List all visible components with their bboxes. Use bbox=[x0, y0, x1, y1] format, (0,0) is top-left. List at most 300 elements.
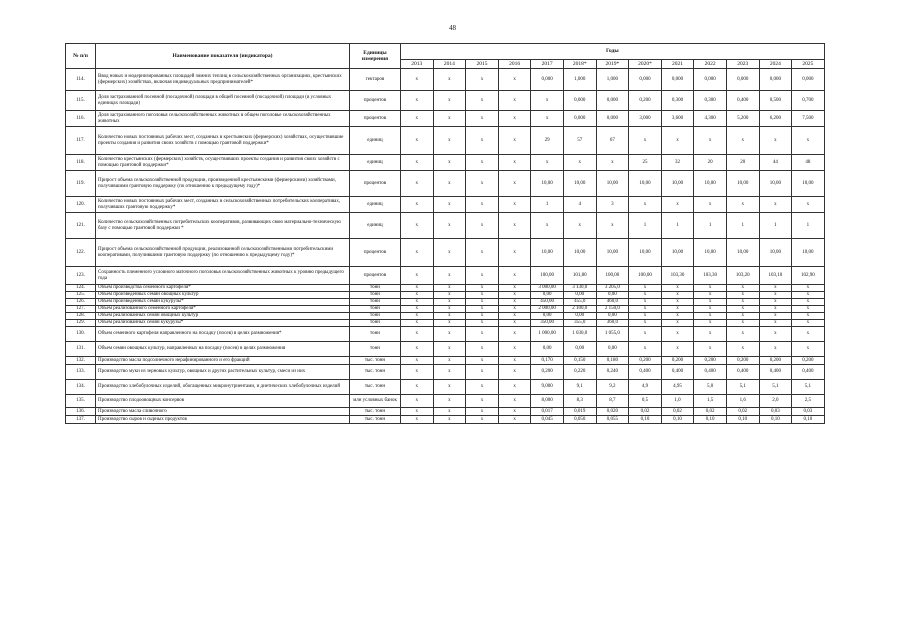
header-year: 2025 bbox=[792, 60, 825, 69]
year-value-cell: х bbox=[726, 342, 759, 357]
unit-of-measure: тонн bbox=[350, 306, 401, 313]
year-value-cell: 1 bbox=[661, 213, 694, 239]
year-value-cell: 0,00 bbox=[531, 292, 564, 299]
row-number: 136. bbox=[66, 408, 96, 416]
year-value-cell: 360,0 bbox=[596, 320, 629, 327]
year-value-cell: х bbox=[694, 299, 727, 306]
year-value-cell: 1 bbox=[531, 197, 564, 213]
year-value-cell: 0,10 bbox=[629, 416, 662, 424]
unit-of-measure: гектаров bbox=[350, 69, 401, 91]
year-value-cell: х bbox=[792, 306, 825, 313]
year-value-cell: 0,045 bbox=[531, 416, 564, 424]
row-number: 137. bbox=[66, 416, 96, 424]
year-value-cell: х bbox=[466, 320, 499, 327]
page-number: 48 bbox=[449, 24, 456, 32]
year-value-cell: х bbox=[629, 292, 662, 299]
year-value-cell: х bbox=[694, 285, 727, 292]
row-number: 124. bbox=[66, 285, 96, 292]
year-value-cell: 2 150,0 bbox=[596, 306, 629, 313]
year-value-cell: 0,240 bbox=[596, 365, 629, 380]
header-years: Годы bbox=[401, 44, 825, 60]
header-number: № п/п bbox=[66, 44, 96, 69]
year-value-cell: 0,000 bbox=[792, 69, 825, 91]
indicator-name: Объем производства семенного картофеля* bbox=[96, 285, 350, 292]
year-value-cell: 57 bbox=[563, 127, 596, 155]
year-value-cell: 5,1 bbox=[726, 380, 759, 395]
year-value-cell: 0,02 bbox=[629, 408, 662, 416]
row-number: 120. bbox=[66, 197, 96, 213]
year-value-cell: 0,017 bbox=[531, 408, 564, 416]
unit-of-measure: процентов bbox=[350, 239, 401, 267]
year-value-cell: х bbox=[694, 197, 727, 213]
year-value-cell: х bbox=[433, 111, 466, 127]
table-row bbox=[66, 327, 825, 342]
year-value-cell: 32 bbox=[661, 155, 694, 171]
year-value-cell: 0,02 bbox=[694, 408, 727, 416]
unit-of-measure: процентов bbox=[350, 267, 401, 285]
year-value-cell: х bbox=[661, 320, 694, 327]
year-value-cell: 0,00 bbox=[531, 342, 564, 357]
year-value-cell: 9,1 bbox=[563, 380, 596, 395]
year-value-cell: х bbox=[433, 395, 466, 408]
year-value-cell: х bbox=[563, 155, 596, 171]
year-value-cell: 4,95 bbox=[661, 380, 694, 395]
year-value-cell: 0,020 bbox=[596, 408, 629, 416]
year-value-cell: 0,000 bbox=[563, 91, 596, 111]
year-value-cell: х bbox=[401, 155, 434, 171]
row-number: 116. bbox=[66, 111, 96, 127]
unit-of-measure: тыс. тонн bbox=[350, 408, 401, 416]
year-value-cell: х bbox=[726, 292, 759, 299]
indicator-name: Объем реализованного семенного картофеля* bbox=[96, 306, 350, 313]
year-value-cell: 2 100,0 bbox=[563, 306, 596, 313]
year-value-cell: 0,500 bbox=[759, 91, 792, 111]
year-value-cell: х bbox=[694, 342, 727, 357]
unit-of-measure: млн условных банок bbox=[350, 395, 401, 408]
indicators-table bbox=[65, 43, 825, 424]
header-year: 2023 bbox=[726, 60, 759, 69]
year-value-cell: 1 055,0 bbox=[596, 327, 629, 342]
year-value-cell: х bbox=[433, 365, 466, 380]
year-value-cell: 3 130,0 bbox=[563, 285, 596, 292]
year-value-cell: 0,5 bbox=[629, 395, 662, 408]
year-value-cell: х bbox=[401, 69, 434, 91]
year-value-cell: 10,00 bbox=[792, 171, 825, 197]
indicator-name: Объем семян овощных культур, направленных на посадку (посев) в целях размножения bbox=[96, 342, 350, 357]
year-value-cell: 103,30 bbox=[661, 267, 694, 285]
row-number: 130. bbox=[66, 327, 96, 342]
year-value-cell: х bbox=[401, 313, 434, 320]
year-value-cell: х bbox=[694, 313, 727, 320]
year-value-cell: 10,00 bbox=[531, 239, 564, 267]
year-value-cell: х bbox=[498, 299, 531, 306]
unit-of-measure: тыс. тонн bbox=[350, 357, 401, 365]
year-value-cell: х bbox=[531, 91, 564, 111]
year-value-cell: 0,400 bbox=[792, 365, 825, 380]
year-value-cell: 3 000,00 bbox=[531, 285, 564, 292]
year-value-cell: х bbox=[498, 267, 531, 285]
row-number: 125. bbox=[66, 292, 96, 299]
year-value-cell: 460,0 bbox=[596, 299, 629, 306]
year-value-cell: х bbox=[661, 327, 694, 342]
year-value-cell: х bbox=[433, 357, 466, 365]
table-row bbox=[66, 91, 825, 111]
year-value-cell: х bbox=[433, 380, 466, 395]
year-value-cell: 5,0 bbox=[694, 380, 727, 395]
row-number: 135. bbox=[66, 395, 96, 408]
year-value-cell: х bbox=[466, 299, 499, 306]
indicator-name: Производство хлебобулочных изделий, обогащенных микронутриентами, и диетических хлебобулочных изделий bbox=[96, 380, 350, 395]
year-value-cell: х bbox=[498, 127, 531, 155]
year-value-cell: х bbox=[726, 285, 759, 292]
year-value-cell: х bbox=[726, 313, 759, 320]
row-number: 114. bbox=[66, 69, 96, 91]
year-value-cell: 0,019 bbox=[563, 408, 596, 416]
unit-of-measure: тонн bbox=[350, 299, 401, 306]
year-value-cell: 10,00 bbox=[531, 171, 564, 197]
year-value-cell: 0,050 bbox=[563, 416, 596, 424]
year-value-cell: 0,03 bbox=[759, 408, 792, 416]
year-value-cell: х bbox=[498, 327, 531, 342]
year-value-cell: х bbox=[401, 342, 434, 357]
year-value-cell: х bbox=[563, 213, 596, 239]
year-value-cell: х bbox=[792, 313, 825, 320]
unit-of-measure: единиц bbox=[350, 197, 401, 213]
table-row bbox=[66, 292, 825, 299]
year-value-cell: х bbox=[466, 91, 499, 111]
year-value-cell: 48 bbox=[792, 155, 825, 171]
year-value-cell: 0,400 bbox=[694, 365, 727, 380]
table-row bbox=[66, 342, 825, 357]
unit-of-measure: процентов bbox=[350, 91, 401, 111]
row-number: 131. bbox=[66, 342, 96, 357]
year-value-cell: 10,00 bbox=[563, 171, 596, 197]
year-value-cell: 450,00 bbox=[531, 299, 564, 306]
year-value-cell: 0,200 bbox=[792, 357, 825, 365]
year-value-cell: х bbox=[433, 306, 466, 313]
year-value-cell: 25 bbox=[629, 155, 662, 171]
year-value-cell: 4 bbox=[563, 197, 596, 213]
year-value-cell: х bbox=[531, 111, 564, 127]
year-value-cell: х bbox=[401, 111, 434, 127]
year-value-cell: х bbox=[498, 213, 531, 239]
year-value-cell: 2,5 bbox=[792, 395, 825, 408]
indicator-name: Количество новых постоянных рабочих мест, созданных в сельскохозяйственных потребительских кооперативах, получивших грантовую поддержку* bbox=[96, 197, 350, 213]
year-value-cell: х bbox=[401, 416, 434, 424]
year-value-cell: 67 bbox=[596, 127, 629, 155]
year-value-cell: 100,00 bbox=[531, 267, 564, 285]
year-value-cell: х bbox=[759, 342, 792, 357]
table-row bbox=[66, 357, 825, 365]
indicator-name: Количество новых постоянных рабочих мест, созданных в крестьянских (фермерских) хозяйствах, осуществившие проекты создания и развития своих хозяйств с помощью грантовой поддержки* bbox=[96, 127, 350, 155]
unit-of-measure: тонн bbox=[350, 285, 401, 292]
year-value-cell: х bbox=[498, 292, 531, 299]
year-value-cell: 20 bbox=[694, 155, 727, 171]
table-row bbox=[66, 213, 825, 239]
year-value-cell: х bbox=[726, 306, 759, 313]
year-value-cell: х bbox=[466, 267, 499, 285]
year-value-cell: 3,600 bbox=[661, 111, 694, 127]
year-value-cell: х bbox=[726, 320, 759, 327]
year-value-cell: 10,00 bbox=[629, 239, 662, 267]
year-value-cell: 0,200 bbox=[661, 357, 694, 365]
year-value-cell: х bbox=[433, 327, 466, 342]
year-value-cell: х bbox=[694, 306, 727, 313]
year-value-cell: х bbox=[466, 69, 499, 91]
year-value-cell: х bbox=[466, 127, 499, 155]
year-value-cell: х bbox=[433, 313, 466, 320]
year-value-cell: х bbox=[401, 299, 434, 306]
year-value-cell: х bbox=[466, 342, 499, 357]
year-value-cell: х bbox=[433, 299, 466, 306]
year-value-cell: х bbox=[401, 171, 434, 197]
unit-of-measure: тыс. тонн bbox=[350, 416, 401, 424]
year-value-cell: х bbox=[498, 285, 531, 292]
year-value-cell: х bbox=[433, 91, 466, 111]
year-value-cell: х bbox=[466, 213, 499, 239]
year-value-cell: х bbox=[433, 267, 466, 285]
row-number: 126. bbox=[66, 299, 96, 306]
indicator-name: Производство сыров и сырных продуктов bbox=[96, 416, 350, 424]
year-value-cell: 9,000 bbox=[531, 380, 564, 395]
year-value-cell: х bbox=[401, 239, 434, 267]
year-value-cell: х bbox=[433, 239, 466, 267]
year-value-cell: х bbox=[466, 292, 499, 299]
year-value-cell: 0,000 bbox=[661, 69, 694, 91]
year-value-cell: 1,0 bbox=[661, 395, 694, 408]
year-value-cell: х bbox=[466, 306, 499, 313]
unit-of-measure: единиц bbox=[350, 155, 401, 171]
year-value-cell: х bbox=[694, 327, 727, 342]
year-value-cell: х bbox=[661, 285, 694, 292]
header-year: 2019* bbox=[596, 60, 629, 69]
table-row bbox=[66, 313, 825, 320]
unit-of-measure: тонн bbox=[350, 327, 401, 342]
year-value-cell: 1,5 bbox=[694, 395, 727, 408]
year-value-cell: х bbox=[401, 357, 434, 365]
year-value-cell: 10,00 bbox=[694, 171, 727, 197]
year-value-cell: 0,200 bbox=[759, 357, 792, 365]
year-value-cell: 2,0 bbox=[759, 395, 792, 408]
year-value-cell: х bbox=[792, 292, 825, 299]
year-value-cell: х bbox=[759, 313, 792, 320]
year-value-cell: 10,00 bbox=[726, 171, 759, 197]
year-value-cell: х bbox=[498, 91, 531, 111]
year-value-cell: х bbox=[498, 357, 531, 365]
year-value-cell: х bbox=[466, 171, 499, 197]
indicator-name: Производство плодоовощных консервов bbox=[96, 395, 350, 408]
year-value-cell: 5,1 bbox=[759, 380, 792, 395]
year-value-cell: 1,000 bbox=[563, 69, 596, 91]
year-value-cell: х bbox=[433, 285, 466, 292]
year-value-cell: х bbox=[759, 320, 792, 327]
year-value-cell: 4,300 bbox=[694, 111, 727, 127]
year-value-cell: х bbox=[466, 365, 499, 380]
year-value-cell: 0,300 bbox=[694, 91, 727, 111]
year-value-cell: 1 030,0 bbox=[563, 327, 596, 342]
year-value-cell: 4,9 bbox=[629, 380, 662, 395]
table-row bbox=[66, 408, 825, 416]
year-value-cell: х bbox=[759, 197, 792, 213]
indicator-name: Объем произведенных семян овощных культур bbox=[96, 292, 350, 299]
year-value-cell: х bbox=[759, 306, 792, 313]
indicator-name: Прирост объема сельскохозяйственной продукции, реализованной сельскохозяйственными потребительскими кооперативами, получившими грантовую поддержку (по отношению к предыдущему году)* bbox=[96, 239, 350, 267]
table-row bbox=[66, 127, 825, 155]
year-value-cell: 0,10 bbox=[759, 416, 792, 424]
year-value-cell: х bbox=[531, 213, 564, 239]
year-value-cell: х bbox=[466, 416, 499, 424]
unit-of-measure: процентов bbox=[350, 111, 401, 127]
year-value-cell: х bbox=[498, 197, 531, 213]
year-value-cell: 103,20 bbox=[726, 267, 759, 285]
year-value-cell: х bbox=[401, 408, 434, 416]
year-value-cell: х bbox=[694, 320, 727, 327]
year-value-cell: х bbox=[498, 416, 531, 424]
year-value-cell: х bbox=[466, 239, 499, 267]
year-value-cell: х bbox=[401, 395, 434, 408]
year-value-cell: х bbox=[498, 239, 531, 267]
year-value-cell: 5,1 bbox=[792, 380, 825, 395]
year-value-cell: х bbox=[792, 285, 825, 292]
year-value-cell: 100,00 bbox=[629, 267, 662, 285]
table-row bbox=[66, 155, 825, 171]
year-value-cell: 2 000,00 bbox=[531, 306, 564, 313]
header-year: 2024 bbox=[759, 60, 792, 69]
indicator-name: Количество крестьянских (фермерских) хозяйств, осуществивших проекты создания и развития своих хозяйств с помощью грантовой поддержки* bbox=[96, 155, 350, 171]
year-value-cell: 8,7 bbox=[596, 395, 629, 408]
row-number: 115. bbox=[66, 91, 96, 111]
table-row bbox=[66, 267, 825, 285]
row-number: 122. bbox=[66, 239, 96, 267]
table-row bbox=[66, 197, 825, 213]
year-value-cell: 10,00 bbox=[629, 171, 662, 197]
year-value-cell: х bbox=[433, 197, 466, 213]
year-value-cell: 8,000 bbox=[531, 395, 564, 408]
year-value-cell: 1 bbox=[759, 213, 792, 239]
year-value-cell: 8,3 bbox=[563, 395, 596, 408]
table-row bbox=[66, 365, 825, 380]
year-value-cell: х bbox=[759, 127, 792, 155]
year-value-cell: х bbox=[401, 267, 434, 285]
row-number: 119. bbox=[66, 171, 96, 197]
year-value-cell: 1 bbox=[792, 213, 825, 239]
year-value-cell: 0,055 bbox=[596, 416, 629, 424]
year-value-cell: 9,2 bbox=[596, 380, 629, 395]
year-value-cell: 100,00 bbox=[596, 267, 629, 285]
unit-of-measure: тыс. тонн bbox=[350, 380, 401, 395]
indicator-name: Производство муки из зерновых культур, овощных и других растительных культур, смеси из них bbox=[96, 365, 350, 380]
year-value-cell: 0,200 bbox=[726, 357, 759, 365]
year-value-cell: х bbox=[401, 292, 434, 299]
year-value-cell: х bbox=[661, 127, 694, 155]
year-value-cell: х bbox=[629, 342, 662, 357]
year-value-cell: 1 bbox=[694, 213, 727, 239]
row-number: 117. bbox=[66, 127, 96, 155]
table-row bbox=[66, 171, 825, 197]
table-row bbox=[66, 306, 825, 313]
year-value-cell: х bbox=[694, 127, 727, 155]
indicator-name: Доля застрахованной посевной (посадочной) площади в общей посевной (посадочной) площади (в условных единицах площади) bbox=[96, 91, 350, 111]
year-value-cell: х bbox=[792, 127, 825, 155]
year-value-cell: х bbox=[466, 111, 499, 127]
indicator-name: Доля застрахованного поголовья сельскохозяйственных животных в общем поголовье сельскохозяйственных животных bbox=[96, 111, 350, 127]
year-value-cell: 0,00 bbox=[563, 342, 596, 357]
year-value-cell: х bbox=[726, 127, 759, 155]
year-value-cell: 101,80 bbox=[563, 267, 596, 285]
year-value-cell: х bbox=[792, 197, 825, 213]
year-value-cell: х bbox=[629, 327, 662, 342]
year-value-cell: х bbox=[694, 292, 727, 299]
header-year: 2021 bbox=[661, 60, 694, 69]
year-value-cell: 0,170 bbox=[531, 357, 564, 365]
header-year: 2015 bbox=[466, 60, 499, 69]
year-value-cell: х bbox=[466, 395, 499, 408]
year-value-cell: 355,0 bbox=[563, 320, 596, 327]
year-value-cell: 10,00 bbox=[759, 171, 792, 197]
indicator-name: Сохранность племенного условного маточного поголовья сельскохозяйственных животных к уровню предыдущего года bbox=[96, 267, 350, 285]
table-row bbox=[66, 320, 825, 327]
year-value-cell: х bbox=[401, 91, 434, 111]
table-row bbox=[66, 395, 825, 408]
year-value-cell: 0,400 bbox=[759, 365, 792, 380]
year-value-cell: х bbox=[401, 285, 434, 292]
year-value-cell: х bbox=[498, 69, 531, 91]
year-value-cell: х bbox=[401, 380, 434, 395]
year-value-cell: 0,000 bbox=[596, 111, 629, 127]
year-value-cell: х bbox=[401, 365, 434, 380]
year-value-cell: х bbox=[498, 313, 531, 320]
header-year: 2017 bbox=[531, 60, 564, 69]
row-number: 134. bbox=[66, 380, 96, 395]
year-value-cell: х bbox=[792, 299, 825, 306]
row-number: 132. bbox=[66, 357, 96, 365]
year-value-cell: х bbox=[466, 357, 499, 365]
year-value-cell: х bbox=[466, 155, 499, 171]
year-value-cell: х bbox=[433, 292, 466, 299]
year-value-cell: х bbox=[498, 395, 531, 408]
year-value-cell: 1 000,00 bbox=[531, 327, 564, 342]
year-value-cell: 0,400 bbox=[726, 91, 759, 111]
table-row bbox=[66, 299, 825, 306]
year-value-cell: 44 bbox=[759, 155, 792, 171]
year-value-cell: х bbox=[466, 408, 499, 416]
year-value-cell: 0,400 bbox=[726, 365, 759, 380]
header-year: 2018* bbox=[563, 60, 596, 69]
header-year: 2014 bbox=[433, 60, 466, 69]
unit-of-measure: единиц bbox=[350, 127, 401, 155]
year-value-cell: х bbox=[401, 306, 434, 313]
year-value-cell: 0,00 bbox=[596, 342, 629, 357]
year-value-cell: 10,00 bbox=[792, 239, 825, 267]
year-value-cell: 0,000 bbox=[629, 69, 662, 91]
row-number: 121. bbox=[66, 213, 96, 239]
indicator-name: Количество сельскохозяйственных потребительских кооперативов, развивающих свою материально-техническую базу с помощью грантовой поддержки * bbox=[96, 213, 350, 239]
year-value-cell: 6,200 bbox=[759, 111, 792, 127]
table-row bbox=[66, 416, 825, 424]
year-value-cell: х bbox=[661, 292, 694, 299]
indicator-name: Производство масла сливочного bbox=[96, 408, 350, 416]
year-value-cell: х bbox=[498, 408, 531, 416]
year-value-cell: 0,000 bbox=[726, 69, 759, 91]
year-value-cell: 10,00 bbox=[661, 171, 694, 197]
indicator-name: Объем реализованных семян овощных культур bbox=[96, 313, 350, 320]
year-value-cell: х bbox=[661, 342, 694, 357]
year-value-cell: х bbox=[661, 197, 694, 213]
year-value-cell: х bbox=[498, 380, 531, 395]
year-value-cell: х bbox=[726, 197, 759, 213]
header-year: 2013 bbox=[401, 60, 434, 69]
year-value-cell: х bbox=[629, 197, 662, 213]
